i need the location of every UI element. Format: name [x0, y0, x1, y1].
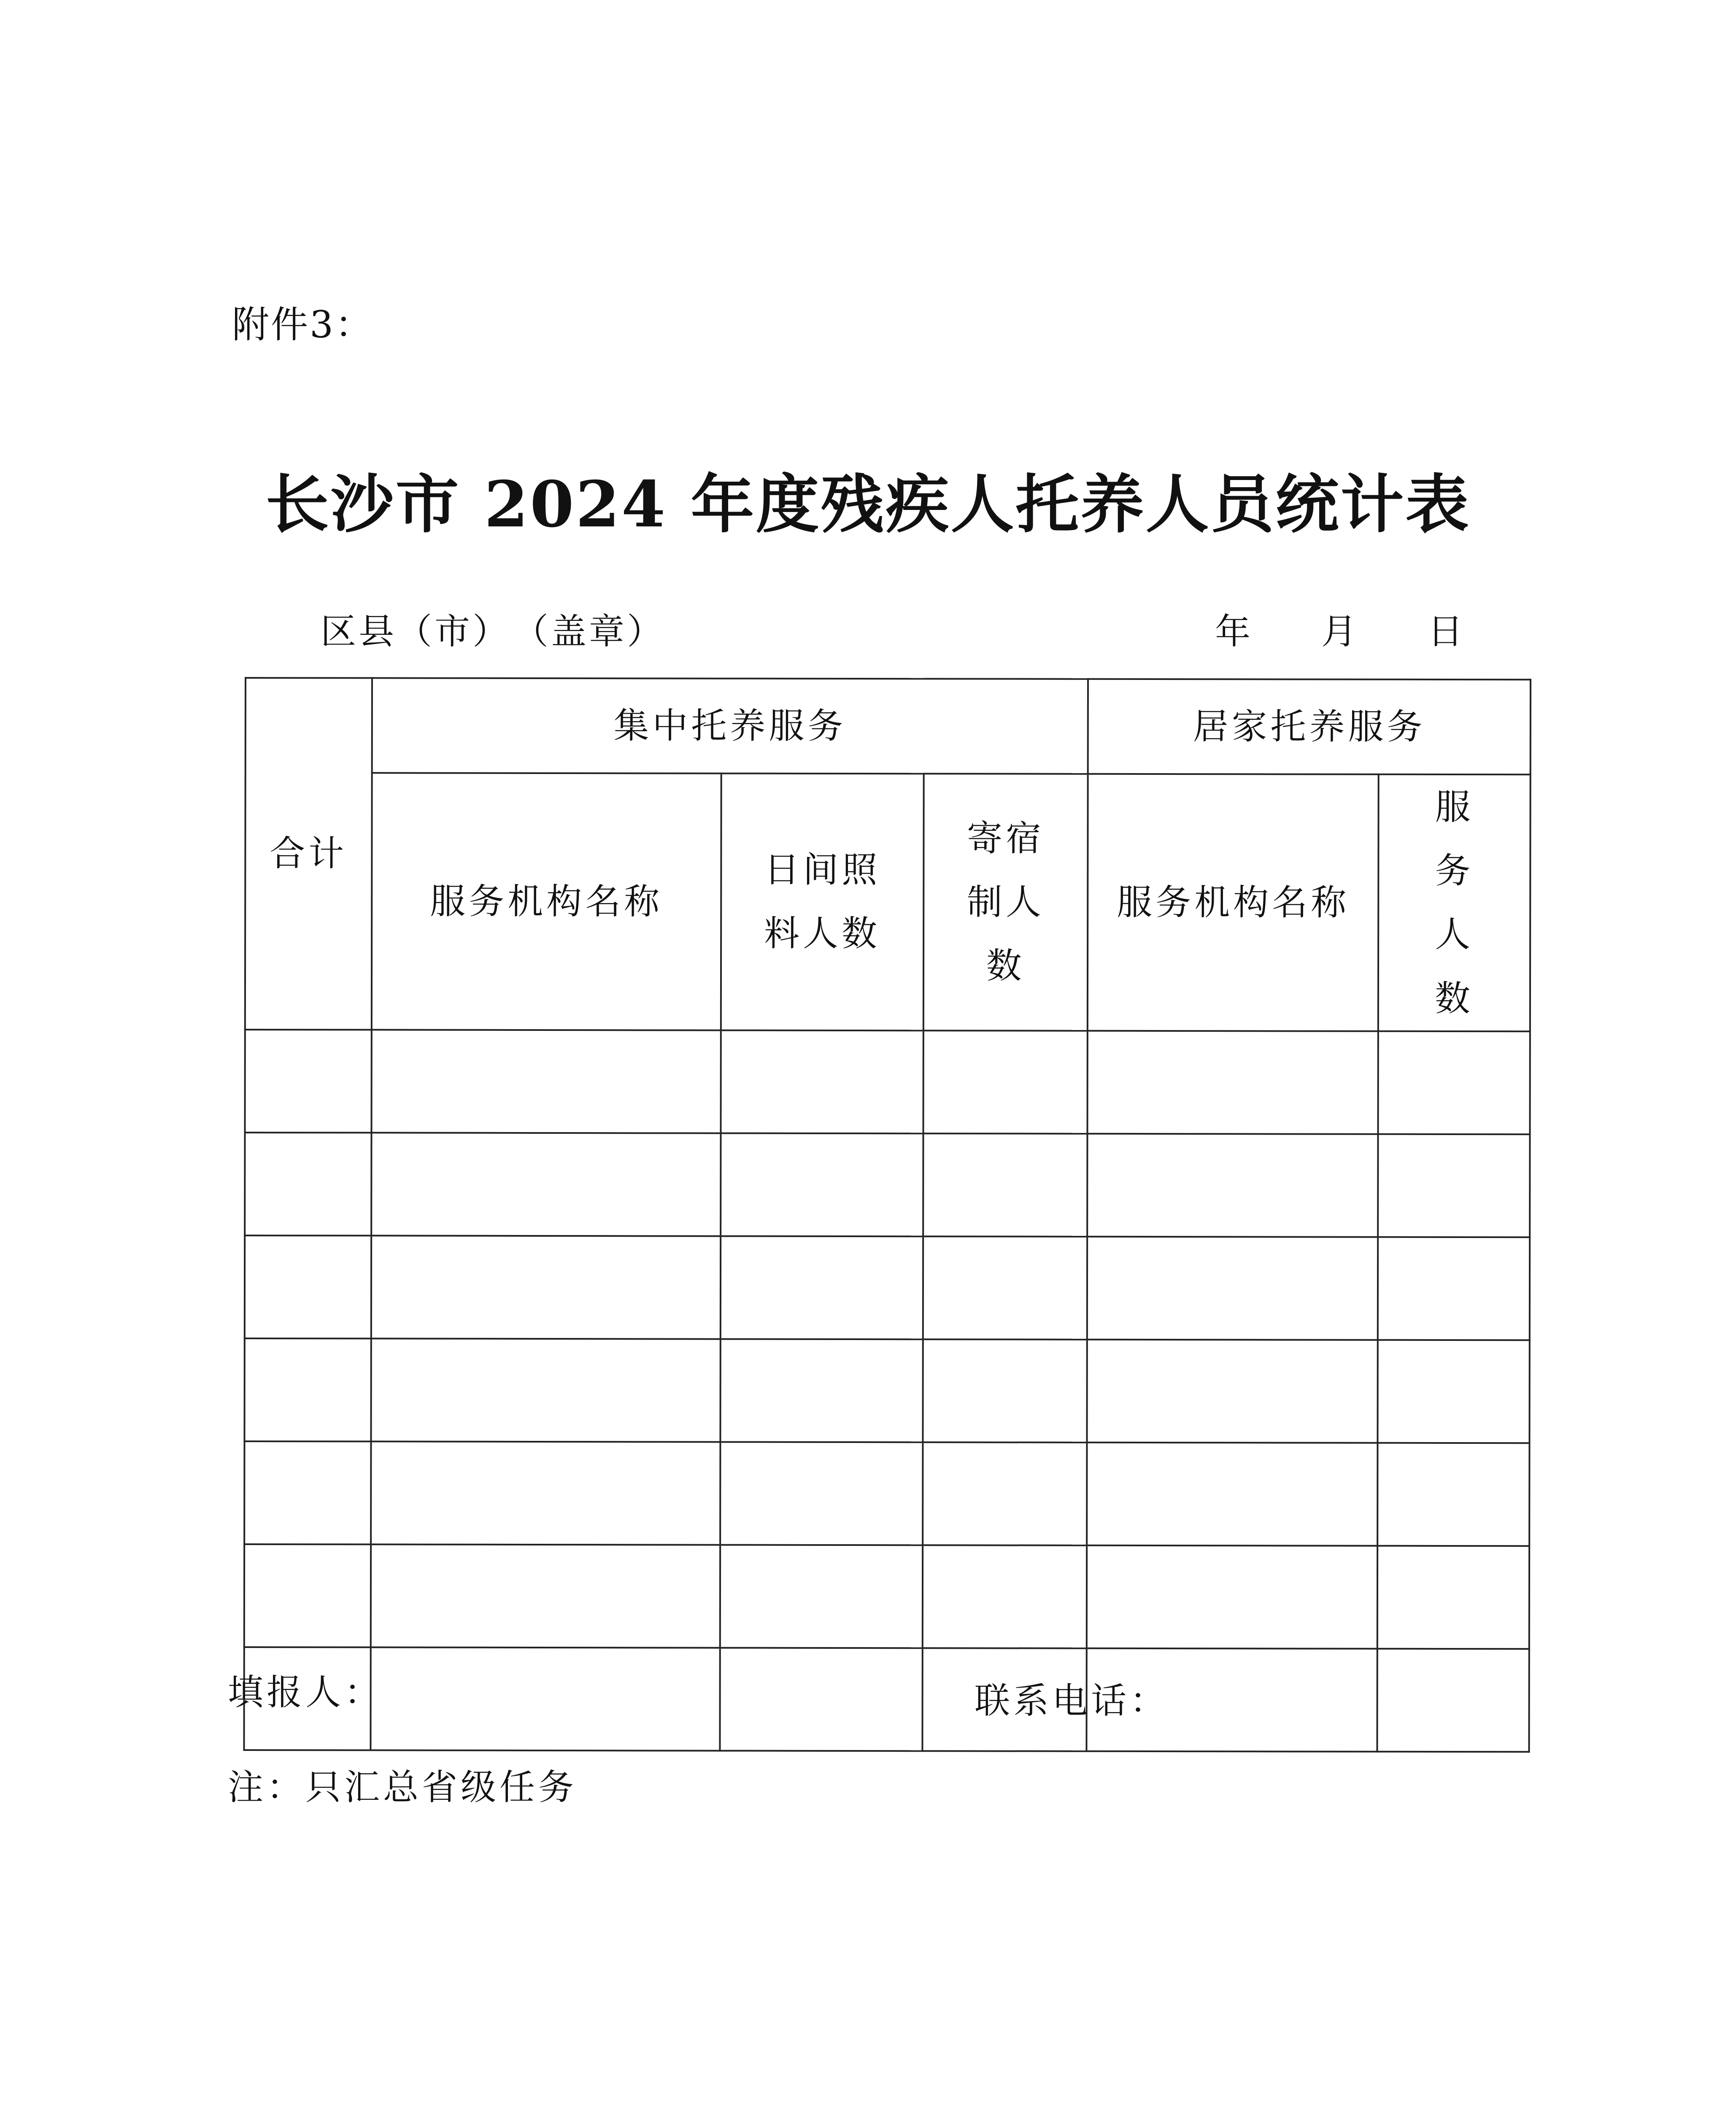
- header-total: 合计: [245, 678, 372, 1030]
- district-stamp-line: 区县（市） （盖章）: [321, 611, 665, 652]
- table-cell[interactable]: [923, 1339, 1087, 1443]
- header-boarding-count-text: 寄宿制人数: [967, 817, 1045, 987]
- table-cell[interactable]: [245, 1133, 371, 1235]
- table-cell[interactable]: [1377, 1649, 1529, 1752]
- table-cell[interactable]: [721, 1236, 923, 1339]
- table-cell[interactable]: [720, 1545, 923, 1648]
- table-cell[interactable]: [923, 1236, 1088, 1340]
- table-row: [244, 1338, 1529, 1443]
- table-header-row-2: [245, 773, 1531, 1031]
- table-cell[interactable]: [720, 1648, 923, 1751]
- table-cell[interactable]: [923, 1442, 1087, 1545]
- table-cell[interactable]: [1377, 1443, 1529, 1546]
- table-cell[interactable]: [371, 1133, 721, 1236]
- table-cell[interactable]: [371, 1338, 721, 1442]
- table-cell[interactable]: [1378, 1340, 1530, 1443]
- table-cell[interactable]: [1377, 1546, 1529, 1649]
- table-cell[interactable]: [371, 1030, 721, 1133]
- table-cell[interactable]: [923, 1030, 1088, 1134]
- table-cell[interactable]: [1378, 1134, 1530, 1238]
- table-cell[interactable]: [923, 1133, 1088, 1237]
- table-row: [245, 1133, 1530, 1237]
- table-cell[interactable]: [1087, 1340, 1378, 1443]
- table-cell[interactable]: [1378, 1031, 1530, 1135]
- table-header-row-1: [246, 678, 1531, 774]
- table-row: [245, 1030, 1530, 1134]
- reporter-label: 填报人：: [228, 1672, 383, 1713]
- table-cell[interactable]: [1088, 1134, 1378, 1237]
- table-cell[interactable]: [923, 1545, 1087, 1648]
- table-cell[interactable]: [244, 1544, 371, 1647]
- table-cell[interactable]: [1087, 1443, 1378, 1546]
- statistics-table: [243, 677, 1531, 1753]
- table-cell[interactable]: [721, 1133, 923, 1236]
- header-home-org-name: 服务机构名称: [1088, 774, 1379, 1031]
- table-cell[interactable]: [371, 1441, 721, 1545]
- header-centralized-service: 集中托养服务: [372, 678, 1088, 774]
- table-cell[interactable]: [721, 1339, 923, 1442]
- table-cell[interactable]: [1087, 1237, 1378, 1340]
- header-service-count-text: 服务人数: [1435, 786, 1474, 1019]
- table-cell[interactable]: [244, 1441, 371, 1544]
- table-row: [244, 1647, 1529, 1752]
- table-row: [245, 1235, 1530, 1340]
- note-text: 注：只汇总省级任务: [228, 1766, 578, 1808]
- header-org-name: 服务机构名称: [371, 773, 721, 1030]
- header-home-service: 居家托养服务: [1088, 679, 1531, 774]
- table-cell[interactable]: [1087, 1545, 1377, 1649]
- table-cell[interactable]: [371, 1235, 721, 1339]
- table-cell[interactable]: [370, 1544, 720, 1648]
- phone-label: 联系电话：: [975, 1680, 1169, 1721]
- table-cell[interactable]: [721, 1030, 923, 1133]
- header-day-care-count-text: 日间照料人数: [764, 849, 881, 955]
- table-cell[interactable]: [1088, 1031, 1378, 1134]
- table-cell[interactable]: [370, 1647, 720, 1750]
- attachment-label: 附件3：: [232, 303, 374, 346]
- header-day-care-count: [721, 774, 923, 1030]
- table-row: [244, 1441, 1529, 1546]
- table-cell[interactable]: [245, 1030, 371, 1133]
- table-cell[interactable]: [1378, 1237, 1530, 1340]
- document-title: 长沙市 2024 年度残疾人托养人员统计表: [265, 467, 1471, 542]
- table-cell[interactable]: [245, 1235, 371, 1338]
- table-cell[interactable]: [720, 1442, 923, 1545]
- header-boarding-count: [923, 774, 1088, 1030]
- header-service-count: [1378, 774, 1531, 1031]
- date-line: 年 月 日: [1215, 611, 1463, 652]
- table-cell[interactable]: [244, 1338, 371, 1441]
- table-body: [244, 1030, 1530, 1752]
- table-row: [244, 1544, 1529, 1649]
